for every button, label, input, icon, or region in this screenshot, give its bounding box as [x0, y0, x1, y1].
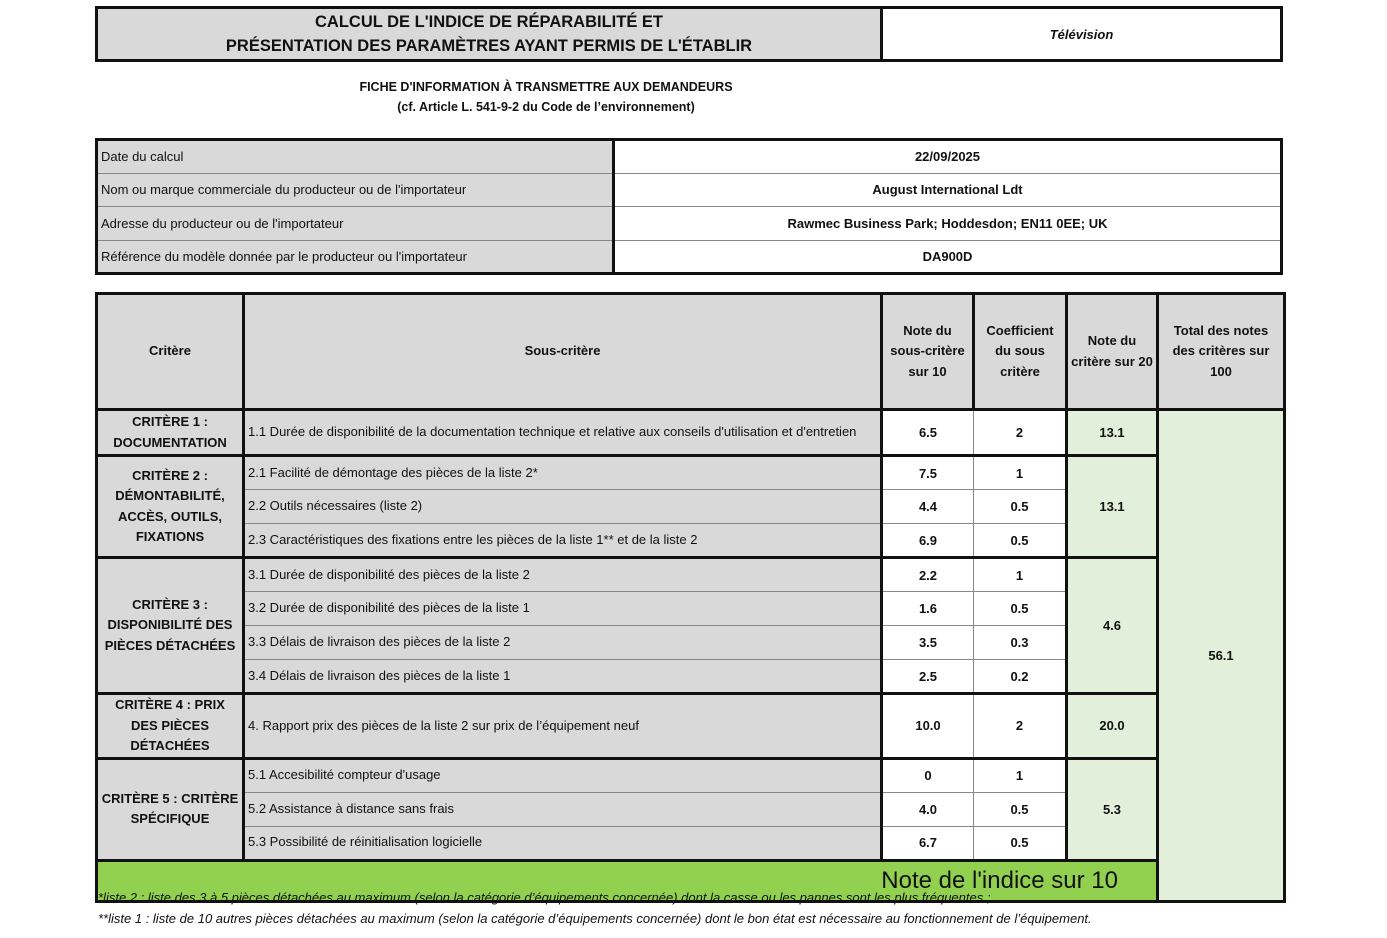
- footnote-list-2: *liste 2 : liste des 3 à 5 pièces détachées au maximum (selon la catégorie d’équipements concernée) dont la casse ou les pannes sont les plus fréquentes ;: [98, 890, 991, 905]
- info-row: [97, 240, 1282, 274]
- sub-criterion-4: 4. Rapport prix des pièces de la liste 2 sur prix de l’équipement neuf: [244, 694, 882, 759]
- sub-coef-4: 2: [974, 694, 1067, 759]
- sub-note-4: 10.0: [882, 694, 974, 759]
- criterion-1-score: 13.1: [1067, 410, 1158, 456]
- sub-coef-5-1: 1: [974, 758, 1067, 792]
- sub-note-5-2: 4.0: [882, 792, 974, 826]
- info-row: [97, 173, 1282, 207]
- sub-criterion-3-2: 3.2 Durée de disponibilité des pièces de la liste 1: [244, 592, 882, 626]
- info-label-address: Adresse du producteur ou de l'importateur: [97, 207, 614, 241]
- header-critere: Critère: [97, 294, 244, 410]
- header-note-sous-critere: Note du sous-critère sur 10: [882, 294, 974, 410]
- sub-note-2-3: 6.9: [882, 524, 974, 558]
- criterion-1-name: CRITÈRE 1 : DOCUMENTATION: [97, 410, 244, 456]
- sub-note-3-1: 2.2: [882, 558, 974, 592]
- info-value-address: Rawmec Business Park; Hoddesdon; EN11 0EE; UK: [614, 207, 1282, 241]
- sub-coef-3-4: 0.2: [974, 660, 1067, 694]
- sub-coef-2-2: 0.5: [974, 490, 1067, 524]
- criterion-4-name: CRITÈRE 4 : PRIX DES PIÈCES DÉTACHÉES: [97, 694, 244, 759]
- sub-coef-3-3: 0.3: [974, 626, 1067, 660]
- table-row: [97, 410, 1285, 456]
- sub-coef-2-1: 1: [974, 456, 1067, 490]
- sub-note-2-1: 7.5: [882, 456, 974, 490]
- table-row: [97, 558, 1285, 592]
- sub-criterion-1-1: 1.1 Durée de disponibilité de la documentation technique et relative aux conseils d'utilisation et d'entretien: [244, 410, 882, 456]
- info-row: [97, 140, 1282, 174]
- sub-criterion-2-3: 2.3 Caractéristiques des fixations entre les pièces de la liste 1** et de la liste 2: [244, 524, 882, 558]
- sub-coef-3-2: 0.5: [974, 592, 1067, 626]
- sub-note-2-2: 4.4: [882, 490, 974, 524]
- header-total: Total des notes des critères sur 100: [1158, 294, 1285, 410]
- sub-criterion-5-1: 5.1 Accesibilité compteur d'usage: [244, 758, 882, 792]
- table-row: [97, 694, 1285, 759]
- title-line-2: PRÉSENTATION DES PARAMÈTRES AYANT PERMIS DE L'ÉTABLIR: [225, 37, 753, 55]
- sub-criterion-5-3: 5.3 Possibilité de réinitialisation logicielle: [244, 826, 882, 860]
- sub-criterion-3-1: 3.1 Durée de disponibilité des pièces de la liste 2: [244, 558, 882, 592]
- info-value-date: 22/09/2025: [914, 149, 981, 165]
- page-title: [98, 9, 883, 59]
- sub-criterion-3-3: 3.3 Délais de livraison des pièces de la liste 2: [244, 626, 882, 660]
- sub-coef-5-3: 0.5: [974, 826, 1067, 860]
- sub-criterion-2-2: 2.2 Outils nécessaires (liste 2): [244, 490, 882, 524]
- info-row: [97, 207, 1282, 241]
- subtitle-line-2: (cf. Article L. 541-9-2 du Code de l’environnement): [397, 100, 695, 114]
- criterion-4-score: 20.0: [1067, 694, 1158, 759]
- sub-note-5-1: 0: [882, 758, 974, 792]
- subtitle-line-1: FICHE D'INFORMATION À TRANSMETTRE AUX DEMANDEURS: [359, 80, 733, 94]
- info-value-producer: August International Ldt: [614, 173, 1282, 207]
- header-box: [95, 6, 1283, 62]
- criterion-5-score: 5.3: [1067, 758, 1158, 860]
- title-line-1: CALCUL DE L'INDICE DE RÉPARABILITÉ ET: [315, 13, 663, 31]
- info-label-producer: Nom ou marque commerciale du producteur ou de l'importateur: [97, 173, 614, 207]
- table-row: [97, 758, 1285, 792]
- total-score: 56.1: [1158, 410, 1285, 902]
- sub-criterion-3-4: 3.4 Délais de livraison des pièces de la liste 1: [244, 660, 882, 694]
- header-coefficient: Coefficient du sous critère: [974, 294, 1067, 410]
- sub-note-3-3: 3.5: [882, 626, 974, 660]
- sub-coef-5-2: 0.5: [974, 792, 1067, 826]
- sub-note-5-3: 6.7: [882, 826, 974, 860]
- criterion-2-name: CRITÈRE 2 : DÉMONTABILITÉ, ACCÈS, OUTILS, FIXATIONS: [97, 456, 244, 558]
- criterion-3-score: 4.6: [1067, 558, 1158, 694]
- sub-coef-1-1: 2: [974, 410, 1067, 456]
- footnote-list-1: **liste 1 : liste de 10 autres pièces détachées au maximum (selon la catégorie d’équipements concernée) dont le bon état est nécessaire au fonctionnement de l’équipement.: [98, 911, 1092, 926]
- criterion-2-score: 13.1: [1067, 456, 1158, 558]
- info-value-model: DA900D: [614, 240, 1282, 274]
- sub-note-1-1: 6.5: [882, 410, 974, 456]
- table-header-row: [97, 294, 1285, 410]
- final-label: Note de l'indice sur 10: [97, 860, 1158, 901]
- sub-criterion-2-1: 2.1 Facilité de démontage des pièces de la liste 2*: [244, 456, 882, 490]
- sub-coef-2-3: 0.5: [974, 524, 1067, 558]
- table-row: [97, 456, 1285, 490]
- sub-note-3-2: 1.6: [882, 592, 974, 626]
- criteria-table: [95, 292, 1286, 903]
- sub-criterion-5-2: 5.2 Assistance à distance sans frais: [244, 792, 882, 826]
- header-note-critere: Note du critère sur 20: [1067, 294, 1158, 410]
- sub-coef-3-1: 1: [974, 558, 1067, 592]
- sub-note-3-4: 2.5: [882, 660, 974, 694]
- criterion-5-name: CRITÈRE 5 : CRITÈRE SPÉCIFIQUE: [97, 758, 244, 860]
- product-type: Télévision: [1049, 26, 1114, 42]
- criterion-3-name: CRITÈRE 3 : DISPONIBILITÉ DES PIÈCES DÉTACHÉES: [97, 558, 244, 694]
- info-label-date: Date du calcul: [97, 140, 614, 174]
- info-label-model: Référence du modèle donnée par le producteur ou l'importateur: [97, 240, 614, 274]
- info-table: [95, 138, 1283, 275]
- header-sous-critere: Sous-critère: [244, 294, 882, 410]
